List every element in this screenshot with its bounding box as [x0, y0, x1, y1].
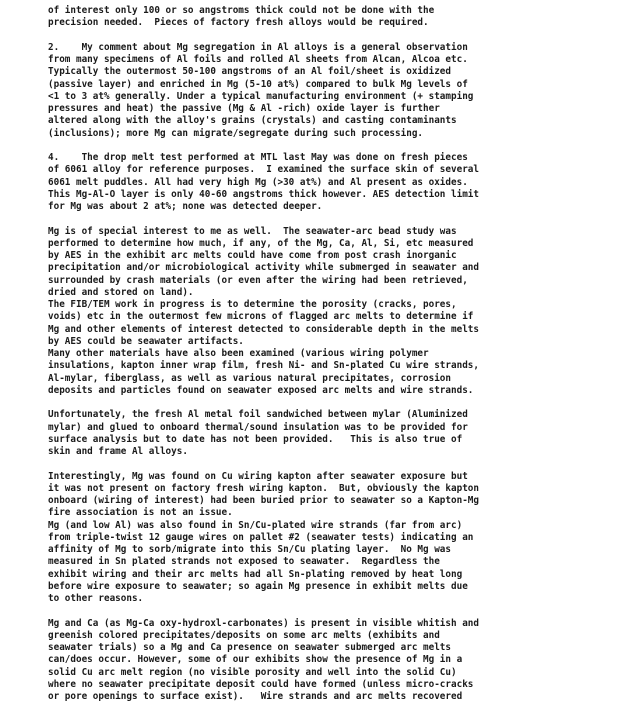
text-line: where no seawater precipitate deposit could have formed (unless micro-cracks — [48, 679, 608, 691]
text-line: by AES in the exhibit arc melts could have come from post crash inorganic — [48, 250, 608, 262]
paragraph — [48, 5, 608, 30]
blank-line — [48, 30, 608, 42]
paragraph-gap — [48, 213, 608, 225]
text-line: onboard (wiring of interest) had been buried prior to seawater so a Kapton-Mg — [48, 495, 608, 507]
text-line: greenish colored precipitates/deposits on some arc melts (exhibits and — [48, 630, 608, 642]
text-line: Interestingly, Mg was found on Cu wiring kapton after seawater exposure but — [48, 471, 608, 483]
text-line: of interest only 100 or so angstroms thick could not be done with the — [48, 5, 608, 17]
blank-line — [48, 140, 608, 152]
paragraph — [48, 618, 608, 703]
text-line: mylar) and glued to onboard thermal/sound insulation was to be provided for — [48, 422, 608, 434]
text-line: (inclusions); more Mg can migrate/segregate during such processing. — [48, 128, 608, 140]
text-line: from many specimens of Al foils and rolled Al sheets from Alcan, Alcoa etc. — [48, 54, 608, 66]
text-line: it was not present on factory fresh wiring kapton. But, obviously the kapton — [48, 483, 608, 495]
text-line: Al-mylar, fiberglass, as well as various natural precipitates, corrosion — [48, 373, 608, 385]
paragraph — [48, 152, 608, 213]
text-line: deposits and particles found on seawater exposed arc melts and wire strands. — [48, 385, 608, 397]
paragraph — [48, 409, 608, 458]
paragraph-gap — [48, 605, 608, 617]
text-line: pressures and heat) the passive (Mg & Al -rich) oxide layer is further — [48, 103, 608, 115]
text-line: Many other materials have also been examined (various wiring polymer — [48, 348, 608, 360]
text-line: for Mg was about 2 at%; none was detected deeper. — [48, 201, 608, 213]
text-line: Mg (and low Al) was also found in Sn/Cu-plated wire strands (far from arc) — [48, 520, 608, 532]
text-line: Mg is of special interest to me as well. The seawater-arc bead study was — [48, 226, 608, 238]
text-line: <1 to 3 at% generally. Under a typical manufacturing environment (+ stamping — [48, 91, 608, 103]
text-line: dried and stored on land). — [48, 287, 608, 299]
paragraph — [48, 471, 608, 606]
text-line: or pore openings to surface exist). Wire strands and arc melts recovered — [48, 691, 608, 703]
blank-line — [48, 458, 608, 470]
text-line: by AES could be seawater artifacts. — [48, 336, 608, 348]
text-line: measured in Sn plated strands not exposed to seawater. Regardless the — [48, 556, 608, 568]
text-line: precipitation and/or microbiological activity while submerged in seawater and — [48, 262, 608, 274]
text-line: affinity of Mg to sorb/migrate into this Sn/Cu plating layer. No Mg was — [48, 544, 608, 556]
text-line: can/does occur. However, some of our exhibits show the presence of Mg in a — [48, 654, 608, 666]
paragraph-gap — [48, 140, 608, 152]
text-line: 6061 melt puddles. All had very high Mg (>30 at%) and Al present as oxides. — [48, 177, 608, 189]
text-line: 2. My comment about Mg segregation in Al alloys is a general observation — [48, 42, 608, 54]
paragraph-gap — [48, 458, 608, 470]
text-line: precision needed. Pieces of factory fresh alloys would be required. — [48, 17, 608, 29]
text-line: 4. The drop melt test performed at MTL last May was done on fresh pieces — [48, 152, 608, 164]
text-line: before wire exposure to seawater; so again Mg presence in exhibit melts due — [48, 581, 608, 593]
text-line: surrounded by crash materials (or even after the wiring had been retrieved, — [48, 275, 608, 287]
text-line: insulations, kapton inner wrap film, fresh Ni- and Sn-plated Cu wire strands, — [48, 360, 608, 372]
paragraph-gap — [48, 397, 608, 409]
text-line: of 6061 alloy for reference purposes. I examined the surface skin of several — [48, 164, 608, 176]
text-line: Typically the outermost 50-100 angstroms of an Al foil/sheet is oxidized — [48, 66, 608, 78]
text-line: Unfortunately, the fresh Al metal foil sandwiched between mylar (Aluminized — [48, 409, 608, 421]
text-line: from triple-twist 12 gauge wires on pallet #2 (seawater tests) indicating an — [48, 532, 608, 544]
blank-line — [48, 397, 608, 409]
paragraph — [48, 42, 608, 140]
text-line: (passive layer) and enriched in Mg (5-10 at%) compared to bulk Mg levels of — [48, 79, 608, 91]
text-line: performed to determine how much, if any, of the Mg, Ca, Al, Si, etc measured — [48, 238, 608, 250]
blank-line — [48, 605, 608, 617]
text-line: Mg and Ca (as Mg-Ca oxy-hydroxl-carbonates) is present in visible whitish and — [48, 618, 608, 630]
paragraph-gap — [48, 30, 608, 42]
text-line: surface analysis but to date has not been provided. This is also true of — [48, 434, 608, 446]
text-line: to other reasons. — [48, 593, 608, 605]
text-line: fire association is not an issue. — [48, 507, 608, 519]
text-line: exhibit wiring and their arc melts had all Sn-plating removed by heat long — [48, 569, 608, 581]
text-line: voids) etc in the outermost few microns of flagged arc melts to determine if — [48, 311, 608, 323]
paragraph — [48, 226, 608, 398]
blank-line — [48, 213, 608, 225]
document-body — [48, 5, 608, 703]
text-line: skin and frame Al alloys. — [48, 446, 608, 458]
text-line: seawater trials) so a Mg and Ca presence on seawater submerged arc melts — [48, 642, 608, 654]
text-line: The FIB/TEM work in progress is to determine the porosity (cracks, pores, — [48, 299, 608, 311]
text-line: Mg and other elements of interest detected to considerable depth in the melts — [48, 324, 608, 336]
text-line: This Mg-Al-O layer is only 40-60 angstroms thick however. AES detection limit — [48, 189, 608, 201]
text-line: solid Cu arc melt region (no visible porosity and well into the solid Cu) — [48, 667, 608, 679]
text-line: altered along with the alloy's grains (crystals) and casting contaminants — [48, 115, 608, 127]
